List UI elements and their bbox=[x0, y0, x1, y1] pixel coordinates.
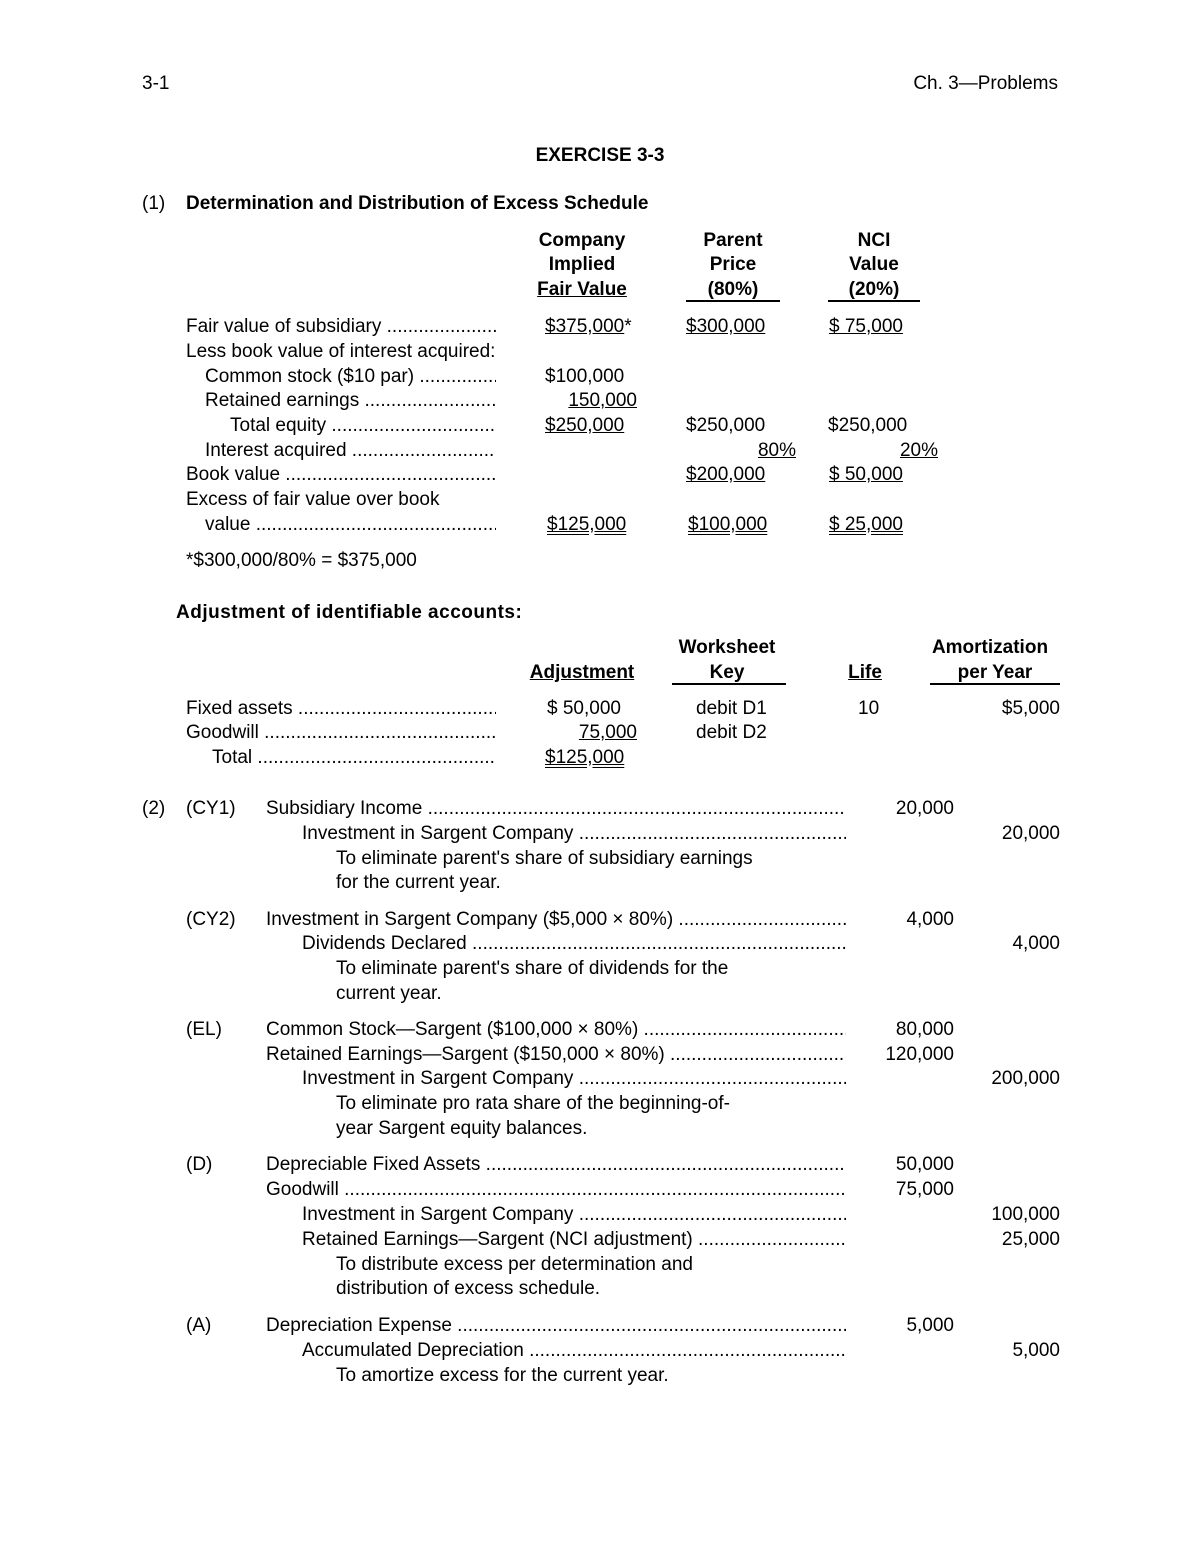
entry-d-credit-4: 25,000 bbox=[1001, 1229, 1060, 1250]
entry-el-memo-1: To eliminate pro rata share of the beginning-of- bbox=[336, 1093, 730, 1114]
col-parent-rule bbox=[686, 300, 780, 302]
fair-value-nci-amount: $ 75,000 bbox=[829, 316, 903, 337]
entry-d-code: (D) bbox=[186, 1154, 213, 1175]
entry-d-line-2: Goodwill ..... bbox=[266, 1178, 846, 1202]
col-company-header-3 bbox=[520, 278, 644, 302]
col-parent-header-1: Parent bbox=[703, 230, 763, 251]
entry-d-line-4: Retained Earnings—Sargent (NCI adjustment) ..... bbox=[302, 1228, 846, 1252]
amortization-header-rule bbox=[930, 683, 1060, 685]
retained-earnings-company bbox=[545, 389, 637, 413]
book-value-parent-amount: $200,000 bbox=[686, 464, 766, 485]
col-nci-header-2: Value bbox=[849, 254, 899, 275]
adj-row-fixed-assets-amort: $5,000 bbox=[1001, 698, 1060, 719]
col-company-header-1: Company bbox=[538, 230, 626, 251]
entry-a-debit-1: 5,000 bbox=[906, 1315, 954, 1336]
exercise-title: EXERCISE 3-3 bbox=[535, 145, 665, 166]
interest-acquired-parent-amount: 80% bbox=[757, 440, 796, 461]
entry-a-line-1: Depreciation Expense ..... bbox=[266, 1314, 846, 1338]
adj-row-goodwill-amount bbox=[545, 721, 637, 745]
entry-cy1-debit-1: 20,000 bbox=[895, 798, 954, 819]
interest-acquired-nci bbox=[828, 439, 938, 463]
entry-a-credit-2: 5,000 bbox=[1012, 1340, 1060, 1361]
fair-value-nci bbox=[829, 315, 903, 339]
fair-value-label: Fair value of subsidiary ..... bbox=[186, 315, 496, 339]
entry-d-line-3: Investment in Sargent Company ..... bbox=[302, 1203, 846, 1227]
total-equity-company bbox=[545, 414, 624, 438]
entry-a-line-2: Accumulated Depreciation ..... bbox=[302, 1339, 846, 1363]
fair-value-note-marker: * bbox=[624, 316, 632, 337]
entry-cy1-code: (CY1) bbox=[186, 798, 236, 819]
total-equity-parent: $250,000 bbox=[686, 415, 766, 436]
excess-company bbox=[547, 513, 626, 537]
entry-cy1-memo-2: for the current year. bbox=[336, 872, 501, 893]
entry-d-debit-1: 50,000 bbox=[895, 1154, 954, 1175]
entry-cy1-line-1: Subsidiary Income ..... bbox=[266, 797, 846, 821]
interest-acquired-parent bbox=[686, 439, 796, 463]
total-equity-nci: $250,000 bbox=[828, 415, 908, 436]
entry-d-credit-3: 100,000 bbox=[991, 1204, 1060, 1225]
entry-d-memo-2: distribution of excess schedule. bbox=[336, 1278, 601, 1299]
entry-cy2-credit-2: 4,000 bbox=[1012, 933, 1060, 954]
excess-company-amount: $125,000 bbox=[547, 514, 627, 535]
entry-cy1-line-2: Investment in Sargent Company ..... bbox=[302, 822, 846, 846]
entry-el-credit-3: 200,000 bbox=[991, 1068, 1060, 1089]
part-1-number: (1) bbox=[142, 193, 166, 214]
excess-label-line-1: Excess of fair value over book bbox=[186, 489, 440, 510]
entry-el-code: (EL) bbox=[186, 1019, 222, 1040]
amortization-header-2: per Year bbox=[957, 662, 1033, 683]
excess-nci-amount: $ 25,000 bbox=[829, 514, 903, 535]
retained-earnings-company-amount: 150,000 bbox=[568, 390, 637, 411]
entry-cy1-memo-1: To eliminate parent's share of subsidiary earnings bbox=[336, 848, 753, 869]
entry-cy2-line-1: Investment in Sargent Company ($5,000 × 80%) ..... bbox=[266, 908, 846, 932]
life-header bbox=[840, 661, 890, 685]
fair-value-company-amount: $375,000 bbox=[545, 316, 625, 337]
total-equity-company-amount: $250,000 bbox=[545, 415, 625, 436]
col-nci-rule bbox=[828, 300, 920, 302]
entry-cy2-memo-2: current year. bbox=[336, 983, 442, 1004]
adj-row-fixed-assets-amount: $ 50,000 bbox=[547, 698, 621, 719]
common-stock-label: Common stock ($10 par) ..... bbox=[205, 365, 496, 389]
amortization-header-1: Amortization bbox=[931, 637, 1049, 658]
excess-parent-amount: $100,000 bbox=[688, 514, 768, 535]
entry-cy2-debit-1: 4,000 bbox=[906, 909, 954, 930]
adj-row-fixed-assets-label: Fixed assets ..... bbox=[186, 697, 496, 721]
part-2-number: (2) bbox=[142, 798, 166, 819]
adj-total-label: Total ..... bbox=[212, 746, 496, 770]
chapter-title: Ch. 3—Problems bbox=[913, 73, 1058, 94]
retained-earnings-label: Retained earnings ..... bbox=[205, 389, 496, 413]
footnote: *$300,000/80% = $375,000 bbox=[186, 550, 417, 571]
page-number: 3-1 bbox=[142, 73, 170, 94]
entry-el-line-1: Common Stock—Sargent ($100,000 × 80%) ..... bbox=[266, 1018, 846, 1042]
entry-el-debit-2: 120,000 bbox=[885, 1044, 954, 1065]
entry-d-memo-1: To distribute excess per determination and bbox=[336, 1254, 693, 1275]
col-parent-header-3: (80%) bbox=[707, 279, 759, 300]
interest-acquired-label: Interest acquired ..... bbox=[205, 439, 496, 463]
entry-cy2-code: (CY2) bbox=[186, 909, 236, 930]
common-stock-company: $100,000 bbox=[545, 366, 625, 387]
worksheet-header-1: Worksheet bbox=[678, 637, 776, 658]
adjustment-header-text: Adjustment bbox=[529, 662, 635, 683]
col-company-header-2: Implied bbox=[548, 254, 616, 275]
book-value-label: Book value ..... bbox=[186, 463, 496, 487]
excess-parent bbox=[688, 513, 767, 537]
worksheet-header-rule bbox=[672, 683, 786, 685]
adj-total-amount-text: $125,000 bbox=[545, 747, 625, 768]
adj-row-goodwill-key: debit D2 bbox=[696, 722, 767, 743]
fair-value-parent bbox=[686, 315, 765, 339]
entry-el-memo-2: year Sargent equity balances. bbox=[336, 1118, 588, 1139]
entry-d-debit-2: 75,000 bbox=[895, 1179, 954, 1200]
entry-el-line-3: Investment in Sargent Company ..... bbox=[302, 1067, 846, 1091]
entry-d-line-1: Depreciable Fixed Assets ..... bbox=[266, 1153, 846, 1177]
col-parent-header-2: Price bbox=[709, 254, 757, 275]
part-1-title: Determination and Distribution of Excess Schedule bbox=[186, 193, 649, 214]
col-nci-header-1: NCI bbox=[857, 230, 891, 251]
adjustment-header bbox=[522, 661, 642, 685]
life-header-text: Life bbox=[848, 662, 882, 683]
fair-value-company bbox=[545, 315, 632, 339]
interest-acquired-nci-amount: 20% bbox=[899, 440, 938, 461]
entry-a-code: (A) bbox=[186, 1315, 212, 1336]
entry-a-memo-1: To amortize excess for the current year. bbox=[336, 1365, 669, 1386]
adj-row-fixed-assets-life: 10 bbox=[858, 698, 880, 719]
less-book-value-label: Less book value of interest acquired: bbox=[186, 341, 496, 362]
col-nci-header-3: (20%) bbox=[848, 279, 900, 300]
adj-row-goodwill-label: Goodwill ..... bbox=[186, 721, 496, 745]
adjustments-title: Adjustment of identifiable accounts: bbox=[176, 602, 523, 623]
book-value-parent bbox=[686, 463, 765, 487]
adj-total-amount bbox=[545, 746, 624, 770]
worksheet-header-2: Key bbox=[709, 662, 745, 683]
book-value-nci-amount: $ 50,000 bbox=[829, 464, 903, 485]
entry-cy2-line-2: Dividends Declared ..... bbox=[302, 932, 846, 956]
entry-el-debit-1: 80,000 bbox=[895, 1019, 954, 1040]
entry-el-line-2: Retained Earnings—Sargent ($150,000 × 80%) ..... bbox=[266, 1043, 846, 1067]
fair-value-parent-amount: $300,000 bbox=[686, 316, 766, 337]
adj-row-goodwill-amount-text: 75,000 bbox=[578, 722, 637, 743]
col-company-header-3-text: Fair Value bbox=[537, 279, 627, 300]
book-value-nci bbox=[829, 463, 903, 487]
excess-nci bbox=[829, 513, 903, 537]
adj-row-fixed-assets-key: debit D1 bbox=[696, 698, 767, 719]
entry-cy2-memo-1: To eliminate parent's share of dividends for the bbox=[336, 958, 729, 979]
excess-label-line-2: value ..... bbox=[205, 513, 496, 537]
total-equity-label: Total equity ..... bbox=[230, 414, 496, 438]
entry-cy1-credit-2: 20,000 bbox=[1001, 823, 1060, 844]
